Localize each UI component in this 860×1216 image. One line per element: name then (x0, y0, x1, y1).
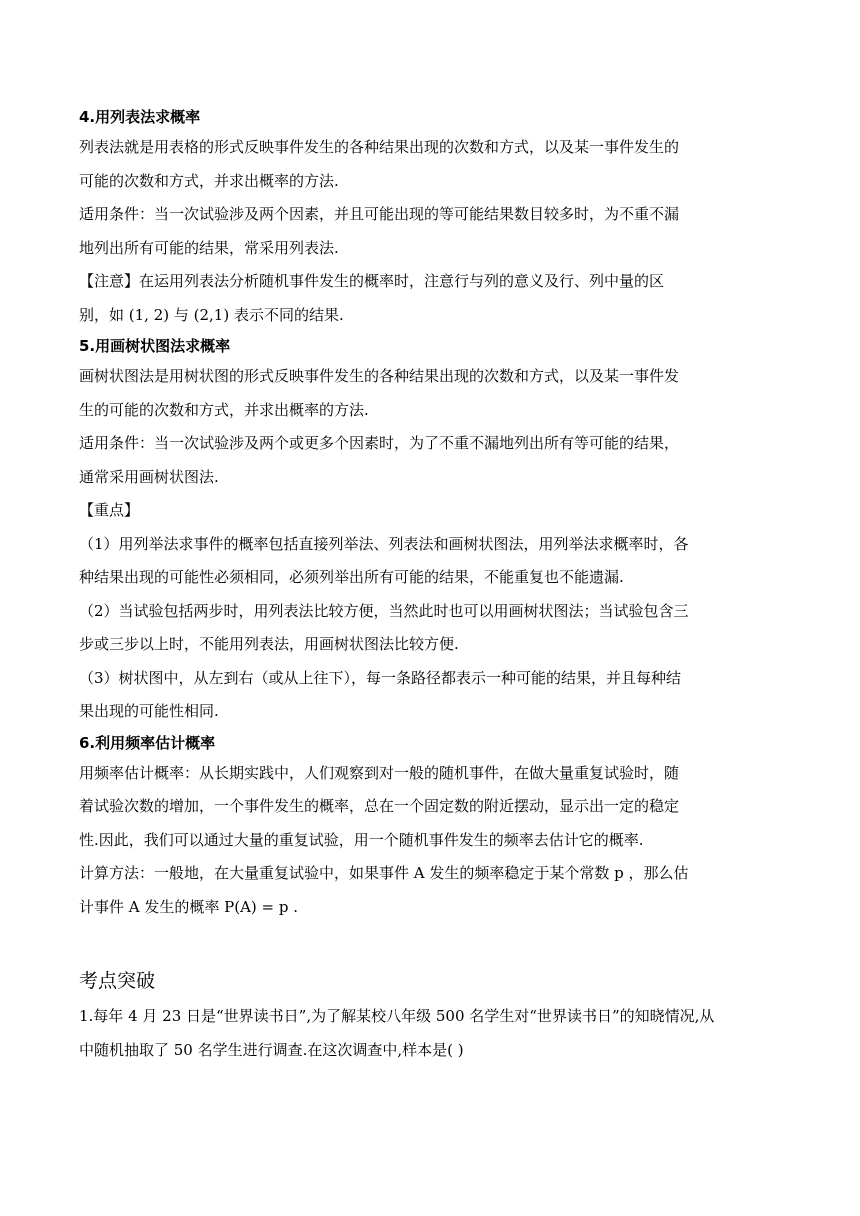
section-5-line: 果出现的可能性相同. (79, 702, 219, 720)
section-5-line: （3）树状图中，从左到右（或从上往下），每一条路径都表示一种可能的结果，并且每种结 (79, 668, 682, 687)
document-page (79, 103, 779, 1067)
section-5-line: （2）当试验包括两步时，用列表法比较方便，当然此时也可以用画树状图法；当试验包含三 (79, 601, 689, 620)
section-5-line: 通常采用画树状图法. (79, 467, 219, 486)
section-5-line: （1）用列举法求事件的概率包括直接列举法、列表法和画树状图法，用列举法求概率时，各 (79, 534, 689, 553)
section-4-line: 别，如 (1, 2) 与 (2,1) 表示不同的结果. (79, 305, 344, 324)
section-5-line: 适用条件：当一次试验涉及两个或更多个因素时，为了不重不漏地列出所有等可能的结果， (79, 434, 680, 452)
section-4-line: 【注意】在运用列表法分析随机事件发生的概率时，注意行与列的意义及行、列中量的区 (79, 272, 665, 290)
section-4-line: 地列出所有可能的结果，常采用列表法. (79, 238, 339, 257)
practice-question-line: 中随机抽取了 50 名学生进行调查.在这次调查中,样本是( ) (79, 1040, 464, 1059)
section-4-heading: 4.用列表法求概率 (79, 108, 201, 126)
practice-section-title: 考点突破 (79, 970, 156, 992)
section-4-line: 可能的次数和方式，并求出概率的方法. (79, 171, 339, 190)
section-5-heading: 5.用画树状图法求概率 (79, 337, 231, 355)
section-6-line: 着试验次数的增加，一个事件发生的概率，总在一个固定数的附近摆动，显示出一定的稳定 (79, 797, 680, 815)
section-5-line: 画树状图法是用树状图的形式反映事件发生的各种结果出现的次数和方式，以及某一事件发 (79, 367, 680, 385)
section-6-line: 计事件 A 发生的概率 P(A) = p . (79, 897, 299, 916)
section-4-line: 适用条件：当一次试验涉及两个因素，并且可能出现的等可能结果数目较多时，为不重不漏 (79, 205, 680, 223)
section-6-heading: 6.利用频率估计概率 (79, 733, 216, 752)
section-5-line: 种结果出现的可能性必须相同，必须列举出所有可能的结果，不能重复也不能遗漏. (79, 568, 624, 586)
section-6-line: 用频率估计概率：从长期实践中，人们观察到对一般的随机事件，在做大量重复试验时，随 (79, 763, 680, 782)
section-5-line: 步或三步以上时，不能用列表法，用画树状图法比较方便. (79, 635, 459, 653)
section-5-line: 生的可能的次数和方式，并求出概率的方法. (79, 400, 369, 419)
practice-question-line: 1.每年 4 月 23 日是“世界读书日”,为了解某校八年级 500 名学生对“世界读书日”的知晓情况,从 (79, 1007, 715, 1025)
section-6-line: 计算方法：一般地，在大量重复试验中，如果事件 A 发生的频率稳定于某个常数 p ，那么估 (79, 864, 689, 882)
section-6-line: 性.因此，我们可以通过大量的重复试验，用一个随机事件发生的频率去估计它的概率. (79, 830, 644, 849)
section-4-line: 列表法就是用表格的形式反映事件发生的各种结果出现的次数和方式，以及某一事件发生的 (79, 138, 680, 156)
section-5-line: 【重点】 (79, 501, 140, 519)
